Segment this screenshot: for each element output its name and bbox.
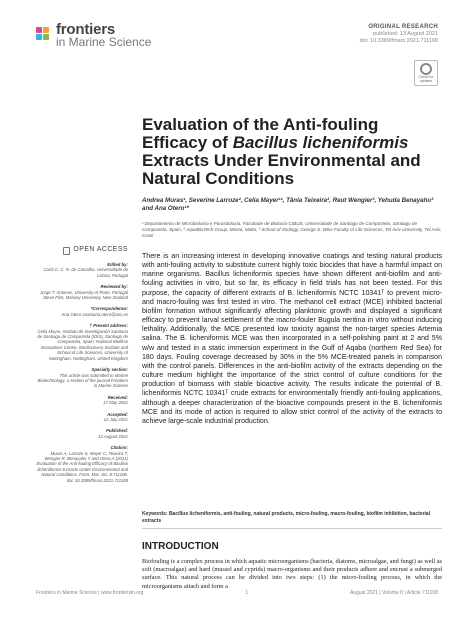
affiliations: ¹ Departamento de Microbioloxía e Parasitoloxía, Facultade de Bioloxía-CIBUS, Universidade de Santiago de Compostela, Santiago de Compostela, Spain, ² AquaBioTech Group, Mosta, Malta, ³ School of Zoology, George S. Wise Faculty of Life Sciences, Tel Aviv University, Tel Aviv, Israel (142, 221, 442, 238)
open-lock-icon (63, 247, 70, 255)
article-title: Evaluation of the Anti-fouling Efficacy of Bacillus licheniformis Extracts Under Environmental and Natural Conditions (142, 115, 421, 188)
journal-name: in Marine Science (56, 35, 152, 49)
frontiers-logo-icon (36, 27, 50, 41)
refresh-icon (420, 63, 432, 75)
introduction-text: Biofouling is a complex process in which aquatic microorganisms (bacteria, diatoms, microalgae, and fungi) as well as soft (macroalgae) and hard (mussel and cyprids) macro-organisms and their products adhere and encrust a submerged surface. This natural process can be divided into two steps: (1) the micro-fouling process, in which the microorganisms attach and form a (142, 558, 442, 590)
article-sidebar: OPEN ACCESS Edited by: Carla C. C. R. de Carvalho, Universidade de Lisboa, Portugal Reviewed by: Jorge T. Antunes, University of Porto, Portugal Steve Flint, Massey University, New Zealand *Correspondence: Ana Otero anamaria.otero@usc.es † Present address: Celia Mayer, Instituto de Investigación Sanitaria de Santiago de Compostela (IDIS), Santiago de Compostela, Spain; National Biofilms Innovations Centre, Biodiscovery Institute and School of Life Sciences, University of Nottingham, Nottingham, United Kingdom Specialty section: This article was submitted to Marine Biotechnology, a section of the journal Frontiers in Marine Science Received: 17 May 2021 Accepted: 12 July 2021 Published: 13 August 2021 Citation: Muras A, Larroze S, Mayer C, Teixeira T, Wengier R, Benayahu Y and Otero A (2021) Evaluation of the Anti-fouling Efficacy of Bacillus licheniformis Extracts Under Environmental and Natural Conditions. Front. Mar. Sci. 8:711108. doi: 10.3389/fmars.2021.711108 (36, 246, 128, 483)
doi-link[interactable]: doi: 10.3389/fmars.2021.711108 (359, 38, 438, 44)
article-meta (360, 24, 438, 45)
section-heading-introduction: INTRODUCTION (142, 541, 219, 552)
brand-name: frontiers (56, 21, 116, 38)
author-list[interactable]: Andrea Muras¹, Severine Larroze², Celia Mayer¹¹, Tânia Teixeira², Reut Wengier³, Yehuda Benayahu³ and Ana Otero¹* (142, 197, 434, 212)
footer-volume: August 2021 | Volume 8 | Article 711108 (349, 590, 438, 596)
page-footer (36, 590, 438, 596)
journal-logo[interactable] (36, 21, 152, 49)
correspondence-email[interactable]: Ana Otero anamaria.otero@usc.es (61, 311, 128, 317)
article-type: ORIGINAL RESEARCH (368, 24, 438, 30)
footer-journal-link[interactable]: Frontiers in Marine Science | www.frontiersin.org (36, 590, 144, 596)
check-label: Check for updates (418, 75, 434, 83)
published-date: published: 13 August 2021 (373, 31, 438, 37)
divider (142, 528, 442, 529)
open-access-badge: OPEN ACCESS (36, 246, 128, 254)
abstract: There is an increasing interest in developing innovative coatings and testing natural products with anti-fouling activity to substitute current highly toxic biocides that have a harmful impact on marine organisms. Bacillus licheniformis species have shown different anti-biofilm and anti-fouling activities in vitro, but so far, its efficacy in field trials has not been tested. For this purpose, the capacity of different extracts of B. licheniformis NCTC 10341ᵀ to prevent micro- and macro-fouling was first tested in vitro. The methanol cell extract (MCE) inhibited bacterial biofilm formation without significantly affecting planktonic growth and displayed a significant efficacy to prevent larval settlement of the macro-fouler Bugula neritina in vitro without inducing lethality. Additionally, the MCE presented low toxicity against the non-target species Artemia salina. The B. licheniformis MCE was then incorporated in a self-polishing paint at 2 and 5% w/w and tested in a static immersion experiment in the Gulf of Aqaba (northern Red Sea) for 180 days. Fouling coverage decreased by 30% in the 5% MCE-treated panels in comparison with the control panels. Differences in the anti-biofilm activity of the extracts depending on the culture medium highlight the importance of the strict control of culture conditions for the production of biomass with stable bioactive activity. The results indicate the potential of B. licheniformis NCTC 10341ᵀ crude extracts for environmentally friendly anti-fouling applications, although a deeper characterization of the bioactive compounds present in the B. licheniformis MCE and its mode of action is required to allow strict control of the activity of the extracts to achieve large-scale industrial production. (142, 253, 442, 425)
page-number: 1 (245, 590, 249, 596)
keywords: Keywords: Bacillus licheniformis, anti-fouling, natural products, micro-fouling, macro-fouling, biofilm inhibition, bacterial extracts (142, 511, 431, 524)
check-for-updates-button[interactable] (414, 60, 438, 86)
